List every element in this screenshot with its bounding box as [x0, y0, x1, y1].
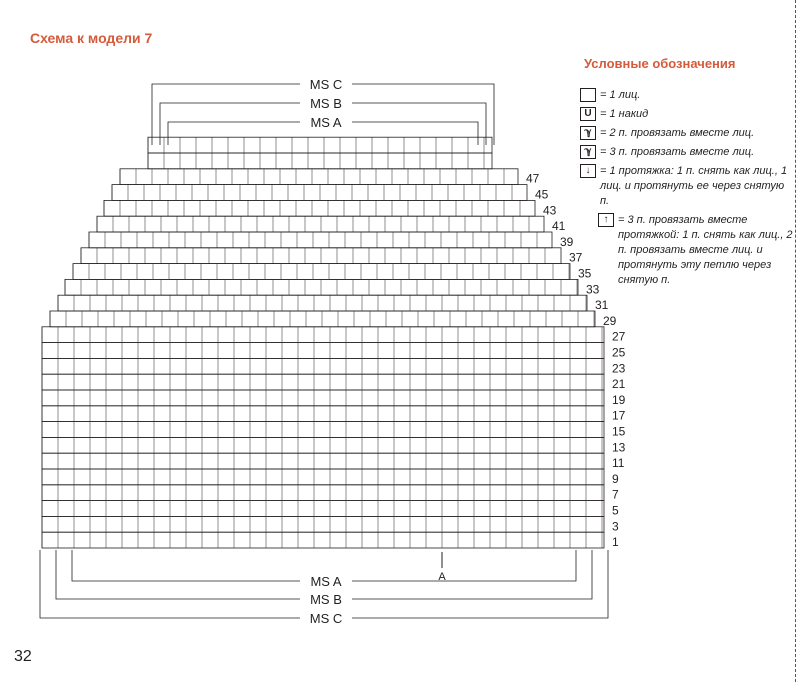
chart-row [42, 422, 604, 438]
bottom-bracket-line [56, 550, 300, 599]
chart-row [42, 390, 604, 406]
row-number: 47 [526, 171, 540, 186]
chart-row [65, 279, 578, 295]
ssk-symbol-icon: ↓ [580, 164, 596, 178]
bottom-bracket-line [352, 550, 592, 599]
row-number: 45 [535, 187, 549, 202]
row-number: 17 [612, 408, 626, 423]
legend-title: Условные обозначения [584, 56, 736, 71]
bottom-bracket-line [352, 550, 576, 581]
chart-row [89, 232, 552, 248]
row-number: 15 [612, 424, 626, 439]
chart-row [148, 137, 492, 153]
legend-text: = 3 п. провязать вместе протяжкой: 1 п. снять как лиц., 2 п. провязать вместе лиц. и протянуть эту петлю через снятую п. [618, 214, 793, 286]
chart-title: Схема к модели 7 [30, 30, 153, 46]
top-bracket-line [160, 103, 300, 145]
row-number: 21 [612, 377, 626, 392]
top-bracket-line [352, 122, 478, 145]
row-number: 11 [612, 456, 625, 471]
chart-row [42, 516, 604, 532]
chart-row [42, 532, 604, 548]
row-number: 41 [552, 219, 566, 234]
legend-text: = 1 лиц. [600, 89, 641, 101]
bottom-bracket-line [40, 550, 300, 618]
chart-row [42, 469, 604, 485]
row-number: 25 [612, 345, 626, 360]
row-number: 5 [612, 503, 619, 518]
legend-text: = 3 п. провязать вместе лиц. [600, 146, 755, 158]
row-number: 13 [612, 440, 626, 455]
chart-row [50, 311, 595, 327]
chart-row [73, 264, 570, 280]
bottom-ms-label: MS B [310, 592, 342, 607]
top-ms-label: MS A [310, 115, 342, 130]
top-bracket-line [152, 84, 300, 145]
bottom-bracket-line [72, 550, 300, 581]
chart-row [42, 327, 604, 343]
row-number: 37 [569, 250, 583, 265]
legend-text: = 1 протяжка: 1 п. снять как лиц., 1 лиц. и протянуть ее через снятую п. [600, 165, 788, 207]
bottom-bracket-line [352, 550, 608, 618]
row-number: 27 [612, 329, 626, 344]
chart-row [148, 153, 492, 169]
chart-row [42, 358, 604, 374]
chart-row [42, 374, 604, 390]
page-number: 32 [14, 648, 32, 665]
chart-row [42, 485, 604, 501]
k2tog-symbol-icon: ℽ [580, 126, 596, 140]
row-number: 9 [612, 471, 619, 486]
bottom-ms-label: MS C [309, 611, 343, 626]
chart-row [97, 216, 544, 232]
row-number: 43 [543, 203, 557, 218]
sk2p-symbol-icon: ↑ [598, 213, 614, 227]
chart-row [104, 200, 535, 216]
legend-text: = 2 п. провязать вместе лиц. [600, 127, 755, 139]
legend-text: = 1 накид [600, 108, 649, 120]
chart-row [42, 501, 604, 517]
k3tog-symbol-icon: ℽ [580, 145, 596, 159]
chart-row [120, 169, 518, 185]
row-number: 19 [612, 392, 626, 407]
chart-row [112, 185, 527, 201]
chart-row [42, 453, 604, 469]
row-number: 33 [586, 282, 600, 297]
row-number: 31 [595, 298, 609, 313]
top-bracket-line [352, 84, 494, 145]
row-number: 7 [612, 487, 619, 502]
chart-row [58, 295, 587, 311]
bottom-ms-label: MS A [310, 574, 342, 589]
row-number: 39 [560, 234, 574, 249]
top-ms-label: MS C [309, 77, 343, 92]
row-number: 3 [612, 519, 619, 534]
yarn-over-symbol-icon: U [580, 107, 596, 121]
page-edge-divider [795, 0, 796, 682]
marker-a-label: A [438, 571, 446, 583]
chart-row [42, 406, 604, 422]
row-number: 35 [578, 266, 592, 281]
row-number: 23 [612, 361, 626, 376]
top-ms-label: MS B [310, 96, 342, 111]
row-number: 1 [612, 535, 619, 550]
chart-row [42, 343, 604, 359]
top-bracket-line [168, 122, 300, 145]
chart-row [42, 437, 604, 453]
row-number: 29 [603, 313, 617, 328]
